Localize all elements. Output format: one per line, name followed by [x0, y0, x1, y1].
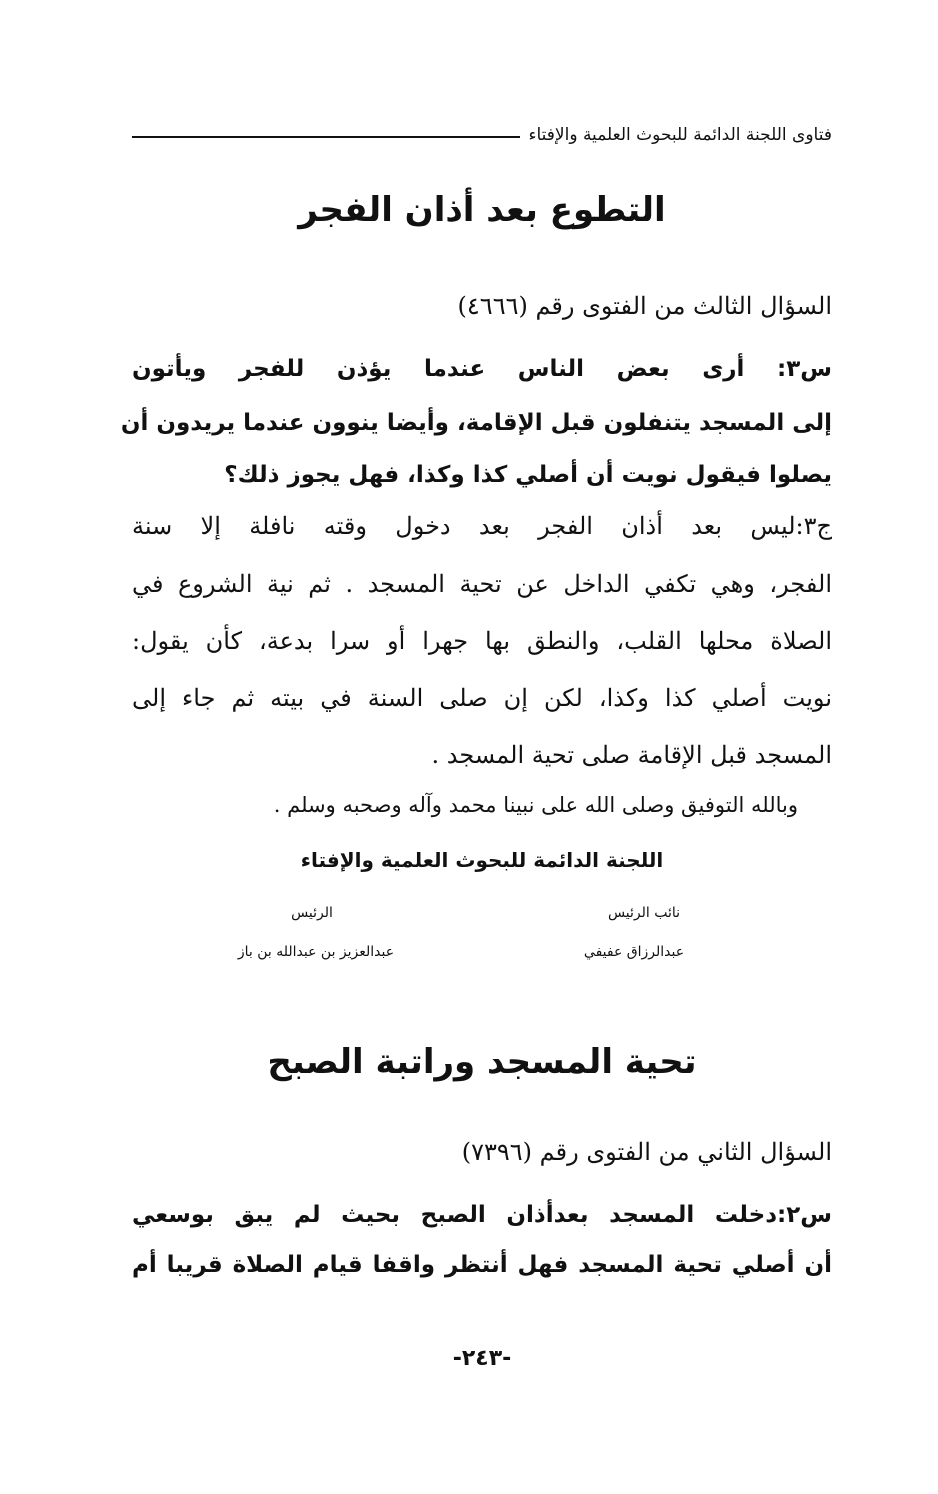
question-line: أن أصلي تحية المسجد فهل أنتظر واقفا قيام الصلاة قريبا أم	[132, 1252, 832, 1278]
answer-line: المسجد قبل الإقامة صلى تحية المسجد .	[431, 741, 832, 769]
answer-line: نويت أصلي كذا وكذا، لكن إن صلى السنة في بيته ثم جاء إلى	[132, 684, 832, 712]
closing-phrase: وبالله التوفيق وصلى الله على نبينا محمد وآله وصحبه وسلم .	[273, 793, 798, 817]
answer-line: ج٣:ليس بعد أذان الفجر بعد دخول وقته نافلة إلا سنة	[132, 512, 832, 540]
question-line: إلى المسجد يتنفلون قبل الإقامة، وأيضا ينوون عندما يريدون أن	[120, 410, 832, 436]
committee-name: اللجنة الدائمة للبحوث العلمية والإفتاء	[300, 848, 664, 872]
president-name: عبدالعزيز بن عبدالله بن باز	[237, 944, 395, 960]
question-line: س٣: أرى بعض الناس عندما يؤذن للفجر ويأتون	[132, 356, 832, 382]
vice-president-name: عبدالرزاق عفيفي	[583, 944, 685, 960]
header-title: فتاوى اللجنة الدائمة للبحوث العلمية والإفتاء	[528, 125, 832, 145]
section-title: التطوع بعد أذان الفجر	[298, 190, 666, 230]
section-title: تحية المسجد وراتبة الصبح	[267, 1042, 697, 1082]
page-number: -٢٤٣-	[452, 1346, 512, 1371]
running-header	[132, 118, 832, 152]
answer-line: الصلاة محلها القلب، والنطق بها جهرا أو سرا بدعة، كأن يقول:	[132, 627, 832, 655]
fatwa-reference: السؤال الثاني من الفتوى رقم (٧٣٩٦)	[461, 1138, 832, 1166]
header-rule	[132, 136, 520, 138]
question-line: يصلوا فيقول نويت أن أصلي كذا وكذا، فهل يجوز ذلك؟	[224, 462, 832, 488]
vice-president-title: نائب الرئيس	[607, 905, 681, 921]
answer-line: الفجر، وهي تكفي الداخل عن تحية المسجد . ثم نية الشروع في	[132, 570, 832, 598]
question-line: س٢:دخلت المسجد بعدأذان الصبح بحيث لم يبق بوسعي	[132, 1202, 832, 1228]
fatwa-reference: السؤال الثالث من الفتوى رقم (٤٦٦٦)	[457, 292, 832, 320]
president-title: الرئيس	[291, 905, 333, 921]
